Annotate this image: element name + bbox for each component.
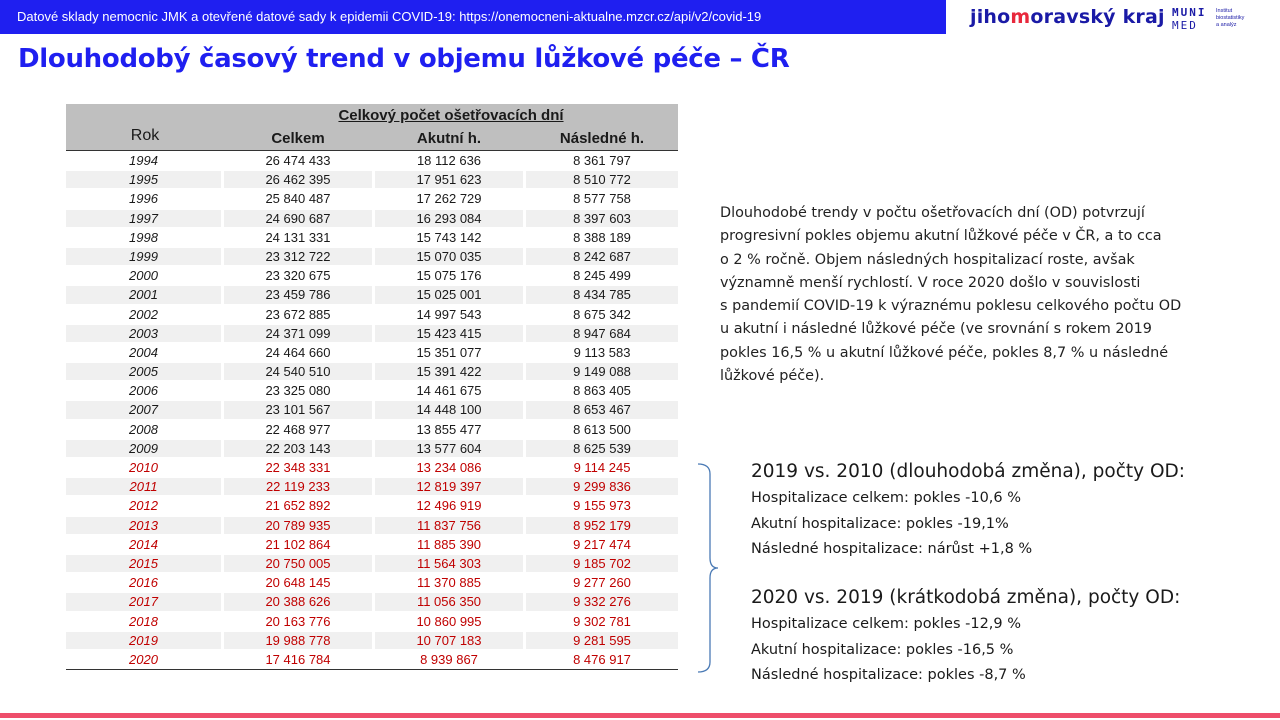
cell-total: 21 652 892 bbox=[265, 498, 331, 514]
muni-word-line-2: MED bbox=[1172, 19, 1198, 32]
cell-year: 2011 bbox=[66, 478, 221, 495]
cell-acute: 13 855 477 bbox=[416, 421, 482, 437]
cell-acute: 10 707 183 bbox=[375, 632, 523, 649]
cell-follow-up: 8 577 758 bbox=[573, 191, 631, 207]
cell-year: 2008 bbox=[129, 421, 158, 437]
paragraph-line: s pandemií COVID-19 k výraznému poklesu celkového počtu OD bbox=[720, 298, 1182, 315]
muni-word-line-1: MUNI bbox=[1172, 6, 1207, 19]
long-term-total: Hospitalizace celkem: pokles -10,6 % bbox=[751, 490, 1022, 506]
cell-year: 2013 bbox=[66, 517, 221, 534]
cell-acute: 15 351 077 bbox=[416, 344, 482, 360]
cell-follow-up: 9 114 245 bbox=[573, 460, 631, 475]
cell-total: 23 459 786 bbox=[224, 286, 372, 303]
cell-follow-up: 9 217 474 bbox=[573, 536, 631, 552]
paragraph-line: pokles 16,5 % u akutní lůžkové péče, pokles 8,7 % u následné bbox=[720, 344, 1169, 361]
cell-follow-up: 9 155 973 bbox=[573, 498, 631, 514]
cell-total: 20 163 776 bbox=[265, 613, 331, 629]
cell-total: 17 416 784 bbox=[265, 651, 331, 667]
cell-total: 22 203 143 bbox=[224, 440, 372, 457]
long-term-acute: Akutní hospitalizace: pokles -19,1% bbox=[751, 515, 1009, 532]
table-row bbox=[66, 554, 678, 573]
table-row bbox=[66, 189, 678, 208]
cell-total: 24 131 331 bbox=[265, 229, 331, 245]
table-row bbox=[66, 420, 678, 439]
cell-year: 1997 bbox=[66, 210, 221, 227]
jmk-logo-letter-m: m bbox=[1010, 6, 1031, 28]
right-brace-icon bbox=[696, 462, 720, 674]
cell-acute: 15 391 422 bbox=[375, 363, 523, 380]
institute-line-1: Institut bbox=[1216, 8, 1233, 14]
cell-acute: 15 743 142 bbox=[416, 229, 482, 245]
column-header-total: Celkem bbox=[271, 130, 325, 147]
muni-med-logo bbox=[1172, 6, 1262, 36]
cell-year: 2012 bbox=[129, 498, 158, 514]
table-body bbox=[66, 151, 678, 669]
cell-follow-up: 9 185 702 bbox=[526, 555, 678, 572]
cell-year: 2005 bbox=[66, 363, 221, 380]
cell-acute: 16 293 084 bbox=[375, 210, 523, 227]
paragraph-line: u akutní i následné lůžkové péče (ve srovnání s rokem 2019 bbox=[720, 321, 1152, 338]
cell-acute: 14 448 100 bbox=[375, 401, 523, 418]
cell-acute: 15 070 035 bbox=[375, 248, 523, 265]
cell-total: 26 474 433 bbox=[265, 153, 331, 168]
bed-days-table bbox=[66, 104, 678, 670]
cell-year: 2018 bbox=[129, 613, 158, 629]
cell-total: 24 540 510 bbox=[224, 363, 372, 380]
cell-acute: 11 370 885 bbox=[416, 575, 482, 591]
cell-total: 23 672 885 bbox=[265, 306, 331, 322]
cell-follow-up: 8 863 405 bbox=[573, 383, 631, 399]
cell-follow-up: 8 952 179 bbox=[526, 517, 678, 534]
source-banner bbox=[0, 0, 946, 34]
table-row bbox=[66, 228, 678, 247]
table-row bbox=[66, 631, 678, 650]
page-title: Dlouhodobý časový trend v objemu lůžkové péče – ČR bbox=[18, 44, 790, 74]
paragraph-line: o 2 % ročně. Objem následných hospitalizací roste, avšak bbox=[720, 251, 1135, 268]
cell-follow-up: 8 510 772 bbox=[526, 171, 678, 188]
long-term-follow-up: Následné hospitalizace: nárůst +1,8 % bbox=[751, 541, 1033, 557]
jmk-logo-part-1: jiho bbox=[970, 6, 1011, 28]
table-row bbox=[66, 573, 678, 592]
cell-follow-up: 9 113 583 bbox=[573, 344, 631, 360]
cell-total: 23 101 567 bbox=[224, 401, 372, 418]
short-term-heading: 2020 vs. 2019 (krátkodobá změna), počty OD: bbox=[751, 587, 1181, 608]
table-row bbox=[66, 362, 678, 381]
table-row bbox=[66, 477, 678, 496]
cell-year: 2017 bbox=[66, 593, 221, 610]
paragraph-line: progresivní pokles objemu akutní lůžkové péče v ČR, a to cca bbox=[720, 228, 1162, 245]
cell-follow-up: 8 947 684 bbox=[526, 325, 678, 342]
institute-name bbox=[1216, 8, 1262, 29]
cell-total: 23 325 080 bbox=[265, 383, 331, 399]
cell-acute: 18 112 636 bbox=[416, 153, 482, 168]
cell-total: 20 789 935 bbox=[224, 517, 372, 534]
table-row bbox=[66, 151, 678, 170]
group-header: Celkový počet ošetřovacích dní bbox=[338, 107, 564, 124]
jmk-logo bbox=[970, 6, 1165, 28]
cell-acute: 11 056 350 bbox=[375, 593, 523, 610]
cell-acute: 12 496 919 bbox=[416, 498, 482, 514]
table-row bbox=[66, 324, 678, 343]
paragraph-line: lůžkové péče). bbox=[720, 368, 825, 385]
cell-acute: 11 564 303 bbox=[375, 555, 523, 572]
cell-year: 2000 bbox=[129, 268, 158, 284]
cell-total: 20 750 005 bbox=[224, 555, 372, 572]
long-term-heading: 2019 vs. 2010 (dlouhodobá změna), počty OD: bbox=[751, 461, 1185, 482]
table-row bbox=[66, 266, 678, 285]
short-term-acute: Akutní hospitalizace: pokles -16,5 % bbox=[751, 641, 1014, 658]
column-header-year: Rok bbox=[130, 127, 160, 144]
cell-total: 21 102 864 bbox=[265, 536, 331, 552]
paragraph-line: významně menší rychlostí. V roce 2020 došlo v souvislosti bbox=[720, 274, 1141, 291]
table-row bbox=[66, 439, 678, 458]
cell-follow-up: 8 245 499 bbox=[573, 268, 631, 284]
cell-acute: 13 577 604 bbox=[375, 440, 523, 457]
institute-line-3: a analýz bbox=[1216, 22, 1237, 28]
description-paragraph bbox=[720, 202, 1220, 388]
cell-acute: 15 423 415 bbox=[375, 325, 523, 342]
cell-total: 20 388 626 bbox=[224, 593, 372, 610]
cell-total: 24 464 660 bbox=[265, 344, 331, 360]
cell-total: 20 648 145 bbox=[265, 575, 331, 591]
cell-follow-up: 8 653 467 bbox=[526, 401, 678, 418]
column-header-follow-up: Následné h. bbox=[559, 130, 645, 147]
cell-follow-up: 9 277 260 bbox=[573, 575, 631, 591]
cell-year: 1996 bbox=[129, 191, 158, 207]
cell-acute: 14 997 543 bbox=[416, 306, 482, 322]
table-row bbox=[66, 343, 678, 362]
cell-follow-up: 9 302 781 bbox=[573, 613, 631, 629]
table-row bbox=[66, 400, 678, 419]
short-term-total: Hospitalizace celkem: pokles -12,9 % bbox=[751, 616, 1022, 632]
cell-acute: 13 234 086 bbox=[416, 460, 482, 475]
cell-acute: 15 025 001 bbox=[375, 286, 523, 303]
cell-total: 24 690 687 bbox=[224, 210, 372, 227]
paragraph-line: Dlouhodobé trendy v počtu ošetřovacích dní (OD) potvrzují bbox=[720, 205, 1145, 221]
long-term-change-box bbox=[751, 458, 1271, 563]
cell-year: 2006 bbox=[129, 383, 158, 399]
cell-year: 1995 bbox=[66, 171, 221, 188]
cell-acute: 8 939 867 bbox=[420, 651, 478, 667]
jmk-logo-part-2: oravský kraj bbox=[1030, 6, 1165, 28]
cell-follow-up: 8 388 189 bbox=[573, 229, 631, 245]
cell-follow-up: 8 625 539 bbox=[526, 440, 678, 457]
muni-wordmark bbox=[1172, 6, 1207, 32]
column-header-acute: Akutní h. bbox=[416, 130, 482, 147]
cell-year: 2016 bbox=[129, 575, 158, 591]
cell-acute: 11 837 756 bbox=[375, 517, 523, 534]
cell-year: 2019 bbox=[66, 632, 221, 649]
cell-year: 1999 bbox=[66, 248, 221, 265]
cell-total: 25 840 487 bbox=[265, 191, 331, 207]
cell-year: 2002 bbox=[129, 306, 158, 322]
cell-acute: 14 461 675 bbox=[416, 383, 482, 399]
table-row bbox=[66, 209, 678, 228]
table-row bbox=[66, 305, 678, 324]
cell-follow-up: 9 299 836 bbox=[526, 478, 678, 495]
cell-total: 23 312 722 bbox=[224, 248, 372, 265]
table-row bbox=[66, 170, 678, 189]
cell-follow-up: 8 675 342 bbox=[573, 306, 631, 322]
cell-year: 2014 bbox=[129, 536, 158, 552]
table-row bbox=[66, 458, 678, 477]
cell-year: 2020 bbox=[129, 651, 158, 667]
table-row bbox=[66, 592, 678, 611]
short-term-follow-up: Následné hospitalizace: pokles -8,7 % bbox=[751, 667, 1026, 683]
cell-total: 22 348 331 bbox=[265, 460, 331, 475]
cell-follow-up: 8 397 603 bbox=[526, 210, 678, 227]
table-row bbox=[66, 381, 678, 400]
short-term-change-box bbox=[751, 584, 1271, 689]
cell-year: 2007 bbox=[66, 401, 221, 418]
cell-follow-up: 8 613 500 bbox=[573, 421, 631, 437]
cell-year: 2010 bbox=[129, 460, 158, 475]
cell-total: 24 371 099 bbox=[224, 325, 372, 342]
cell-follow-up: 9 281 595 bbox=[526, 632, 678, 649]
cell-acute: 17 262 729 bbox=[416, 191, 482, 207]
cell-follow-up: 9 149 088 bbox=[526, 363, 678, 380]
table-row bbox=[66, 535, 678, 554]
cell-year: 2009 bbox=[66, 440, 221, 457]
cell-year: 2003 bbox=[66, 325, 221, 342]
cell-follow-up: 8 242 687 bbox=[526, 248, 678, 265]
table-bottom-rule bbox=[66, 669, 678, 670]
cell-follow-up: 8 434 785 bbox=[526, 286, 678, 303]
table-row bbox=[66, 285, 678, 304]
table-row bbox=[66, 516, 678, 535]
cell-follow-up: 8 476 917 bbox=[573, 651, 631, 667]
cell-year: 1994 bbox=[129, 153, 158, 168]
table-row bbox=[66, 496, 678, 515]
cell-year: 2001 bbox=[66, 286, 221, 303]
table-row bbox=[66, 612, 678, 631]
table-header bbox=[66, 104, 678, 151]
cell-acute: 17 951 623 bbox=[375, 171, 523, 188]
cell-follow-up: 8 361 797 bbox=[573, 153, 631, 168]
cell-total: 26 462 395 bbox=[224, 171, 372, 188]
institute-line-2: biostatistiky bbox=[1216, 15, 1245, 21]
cell-year: 2015 bbox=[66, 555, 221, 572]
footer-accent-line bbox=[0, 713, 1280, 718]
cell-year: 1998 bbox=[129, 229, 158, 245]
cell-acute: 10 860 995 bbox=[416, 613, 482, 629]
cell-acute: 12 819 397 bbox=[375, 478, 523, 495]
table-row bbox=[66, 650, 678, 669]
cell-total: 22 119 233 bbox=[224, 478, 372, 495]
cell-total: 23 320 675 bbox=[265, 268, 331, 284]
cell-follow-up: 9 332 276 bbox=[526, 593, 678, 610]
table-row bbox=[66, 247, 678, 266]
cell-year: 2004 bbox=[129, 344, 158, 360]
source-text: Datové sklady nemocnic JMK a otevřené datové sady k epidemii COVID-19: https://onemocneni-aktualne.mzcr.cz/api/v2/covid-19 bbox=[17, 9, 762, 24]
cell-acute: 11 885 390 bbox=[416, 536, 482, 552]
cell-total: 22 468 977 bbox=[265, 421, 331, 437]
cell-acute: 15 075 176 bbox=[416, 268, 482, 284]
cell-total: 19 988 778 bbox=[224, 632, 372, 649]
